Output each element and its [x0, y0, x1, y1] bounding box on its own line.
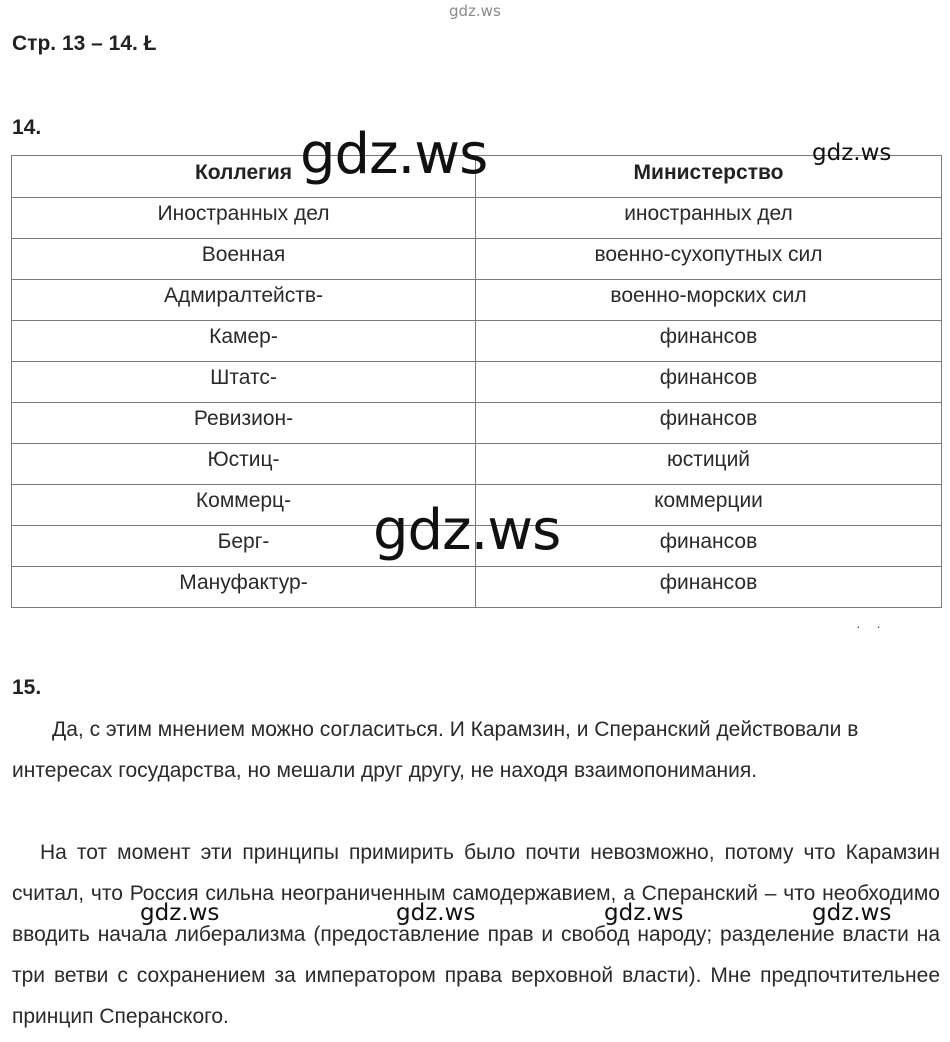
watermark-small: gdz.ws — [604, 900, 684, 926]
task-15-number: 15. — [12, 676, 42, 699]
page-title: Стр. 13 – 14. Ł — [12, 32, 157, 55]
college-cell: Ревизион- — [12, 403, 476, 444]
stray-mark: · · — [856, 618, 881, 634]
table-row — [12, 239, 942, 280]
watermark-top: gdz.ws — [449, 2, 501, 20]
ministry-cell: коммерции — [476, 485, 942, 526]
task-14-number: 14. — [12, 116, 42, 139]
watermark-small: gdz.ws — [396, 900, 476, 926]
college-cell: Юстиц- — [12, 444, 476, 485]
header-ministry: Министерство — [476, 156, 942, 198]
college-cell: Иностранных дел — [12, 198, 476, 239]
college-cell: Берг- — [12, 526, 476, 567]
table-row — [12, 321, 942, 362]
watermark-small: gdz.ws — [812, 900, 892, 926]
answer-paragraph-2-text: На тот момент эти принципы примирить было почти невозможно, потому что Карамзин считал, что Россия сильна неограниченным самодержавием, а Сперанский – что необходимо вводить начала либерализма (предоставление прав и свобод народу; разделение власти на три ветви с сохранением за императором права верховной власти). Мне предпочтительнее принцип Сперанского. — [12, 841, 940, 1028]
answer-paragraph-1-text: Да, с этим мнением можно согласиться. И Карамзин, и Сперанский действовали в интересах государства, но мешали друг другу, не находя взаимопонимания. — [12, 718, 859, 782]
table-row — [12, 403, 942, 444]
table-row — [12, 280, 942, 321]
table-row — [12, 444, 942, 485]
table-row — [12, 198, 942, 239]
watermark-large: gdz.ws — [300, 122, 488, 187]
ministry-cell: финансов — [476, 362, 942, 403]
college-cell: Штатс- — [12, 362, 476, 403]
ministry-cell: финансов — [476, 321, 942, 362]
header-college: Коллегия — [12, 156, 476, 198]
watermark-large: gdz.ws — [373, 498, 561, 563]
watermark-small: gdz.ws — [812, 140, 892, 166]
ministry-cell: иностранных дел — [476, 198, 942, 239]
ministry-cell: финансов — [476, 403, 942, 444]
ministry-cell: военно-морских сил — [476, 280, 942, 321]
college-cell: Мануфактур- — [12, 567, 476, 608]
answer-paragraph-1 — [12, 709, 940, 791]
college-cell: Адмиралтейств- — [12, 280, 476, 321]
table-row — [12, 567, 942, 608]
ministry-cell: финансов — [476, 567, 942, 608]
ministry-cell: финансов — [476, 526, 942, 567]
answer-paragraph-2 — [12, 832, 940, 1037]
watermark-small: gdz.ws — [140, 900, 220, 926]
college-cell: Военная — [12, 239, 476, 280]
college-cell: Коммерц- — [12, 485, 476, 526]
college-cell: Камер- — [12, 321, 476, 362]
ministry-cell: юстиций — [476, 444, 942, 485]
table-row — [12, 362, 942, 403]
ministry-cell: военно-сухопутных сил — [476, 239, 942, 280]
